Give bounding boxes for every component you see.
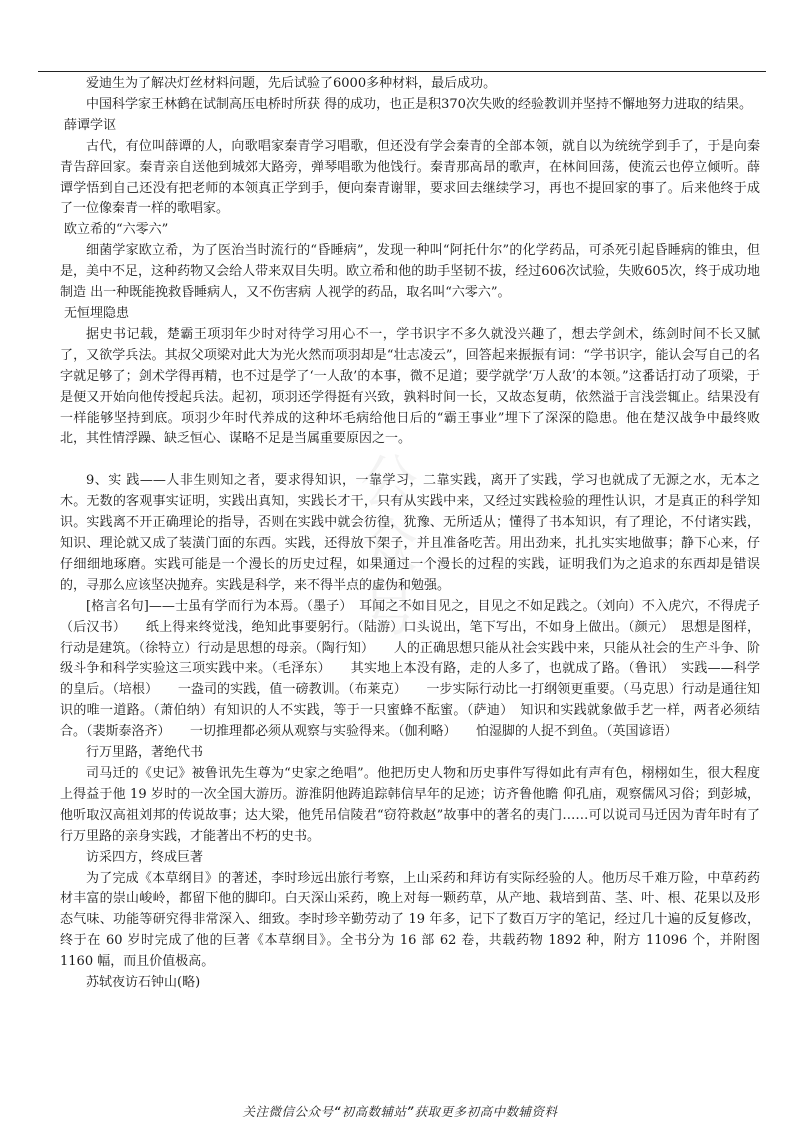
paragraph-xue-tan: 古代，有位叫薛谭的人，向歌唱家秦青学习唱歌，但还没有学会秦青的全部本领，就自以为统统学到手了，于是向秦青告辞回家。秦青亲自送他到城郊大路旁，弹琴唱歌为他饯行。秦青那高昂的歌声，在林间回荡，使流云也停立倾听。薛谭学悟到自己还没有把老师的本领真正学到手，便向秦青谢罪，要求回去继续学习，再也不提回家的事了。后来他终于成了一位像秦青一样的歌唱家。 [60, 138, 760, 217]
heading-sima-qian: 行万里路，著绝代书 [86, 745, 204, 761]
heading-li-shizhen: 访采四方，终成巨著 [86, 849, 204, 865]
paragraph-ehrlich-606: 细菌学家欧立希，为了医治当时流行的“昏睡病”，发现一种叫“阿托什尔”的化学药品，可杀死引起昏睡病的锥虫，但是，美中不足，这种药物又会给人带来双目失明。欧立希和他的助手坚韧不拔，经过606次试验，失败605次，终于成功地制造 出一种既能挽救昏睡病人，又不伤害病 人视学的药品，取名叫“六零六”。 [60, 243, 760, 301]
paragraph-xiang-yu: 据史书记载，楚霸王项羽年少时对待学习用心不一，学书识字不多久就没兴趣了，想去学剑术，练剑时间不长又腻了，又欲学兵法。其叔父项梁对此大为光火然而项羽却是“壮志凌云”，回答起来振振有词：“学书识字，能认会写自己的名字就足够了；剑术学得再精，也不过是学了‘一人敌’的本事，微不足道；要学就学‘万人敌’的本领。”这番话打动了项梁，于是便又开始向他传授起兵法。起初，项羽还学得挺有兴致，孰料时间一长，又故态复萌，依然溢于言浅尝辄止。结果没有一样能够坚持到底。项羽少年时代养成的这种坏毛病给他日后的“霸王事业”埋下了深深的隐患。他在楚汉战争中最终败北，其性情浮躁、缺乏恒心、谋略不足是当属重要原因之一。 [60, 326, 760, 447]
paragraph-quotes: [格言名句]——士虽有学而行为本焉。（墨子） 耳闻之不如目见之，目见之不如足践之。（刘向）不入虎穴，不得虎子（后汉书） 纸上得来终觉浅，绝知此事要躬行。（陆游）口头说出，笔下写出，不如身上做出。（颜元） 思想是图样，行动是建筑。（徐特立）行动是思想的母亲。（陶行知） 人的正确思想只能从社会实践中来，只能从社会的生产斗争、阶级斗争和科学实验这三项实践中来。（毛泽东） 其实地上本没有路，走的人多了，也就成了路。（鲁讯） 实践——科学的皇后。（培根） 一盎司的实践，值一磅教训。（布莱克） 一步实际行动比一打纲领更重要。（马克思）行动是通往知识的唯一道路。（萧伯纳）有知识的人不实践，等于一只蜜蜂不酝蜜。（萨迪） 知识和实践就象做手艺一样，两者必须结合。（裴斯泰洛齐） 一切推理都必须从观察与实验得来。（伽利略） 怕湿脚的人捉不到鱼。（英国谚语） [60, 598, 760, 740]
paragraph-edison: 爱迪生为了解决灯丝材料问题，先后试验了6000多种材料，最后成功。 [86, 76, 497, 91]
watermark-char: 公 [360, 448, 419, 516]
watermark-char: 众 [360, 512, 419, 580]
heading-xue-tan: 薛谭学讴 [64, 117, 117, 133]
paragraph-li-shizhen: 为了完成《本草纲目》的著述，李时珍远出旅行考察，上山采药和拜访有实际经验的人。他历尽千难万险，中草药药材丰富的崇山峻岭，都留下他的脚印。白天深山采药，晚上对每一颗药草，从产地、栽培到苗、茎、叶、根、花果以及形态气味、功能等研究得非常深入、细致。李时珍辛勤劳动了 19 年多，记下了数百万字的笔记，经过几十遍的反复修改，终于在 60 岁时完成了他的巨著《本草纲目》。全书分为 16 部 62 卷，共载药物 1892 种，附方 11096 个，并附图 1160 幅，而且价值极高。 [60, 870, 760, 970]
paragraph-wang-linhe: 中国科学家王林鹤在试制高压电桥时所获 得的成功，也正是积370次失败的经验教训并坚持不懈地努力进取的结果。 [86, 96, 752, 112]
page-footer: 关注微信公众号“初高数辅站”获取更多初高中数辅资料 [242, 1104, 558, 1119]
watermark-char: 号 [360, 576, 419, 644]
document-body [60, 74, 760, 994]
paragraph-practice: 9、实 践——人非生则知之者，要求得知识，一靠学习，二靠实践，离开了实践，学习也就成了无源之水，无本之木。无数的客观事实证明，实践出真知，实践长才干，只有从实践中来，又经过实践检验的理性认识，才是真正的科学知识。实践离不开正确理论的指导，否则在实践中就会彷徨，犹豫、无所适从；懂得了书本知识，有了理论，不付诸实践，知识、理论就又成了装潢门面的东西。实践，还得放下架子，并且准备吃苦。用出劲来，扎扎实实地做事；静下心来，仔仔细细地琢磨。实践可能是一个漫长的历史过程，如果通过一个漫长的过程的实践，证明我们为之追求的东西却是错误的，寻那么应该坚决抛弃。实践是科学，来不得半点的虚伪和勉强。 [60, 473, 760, 593]
heading-ehrlich-606: 欧立希的“六零六” [64, 222, 169, 238]
paragraph-sima-qian: 司马迁的《史记》被鲁讯先生尊为“史家之绝唱”。他把历史人物和历史事件写得如此有声有色，栩栩如生，很大程度上得益于他 19 岁时的一次全国大游历。游淮阴他踌追踪韩信早年的足迹；访齐鲁他瞻 仰孔庙，观察儒风习俗；到彭城，他听取汉高祖刘邦的传说故事；达大梁，他凭吊信陵君“窃符救赵”故事中的著名的夷门……可以说司马迁因为青年时有了行万里路的亲身实践，才能著出不朽的史书。 [60, 766, 760, 844]
heading-wuheng: 无恒埋隐患 [64, 305, 130, 321]
header-rule [38, 71, 766, 72]
paragraph-su-shi: 苏轼夜访石钟山(略) [86, 975, 201, 991]
